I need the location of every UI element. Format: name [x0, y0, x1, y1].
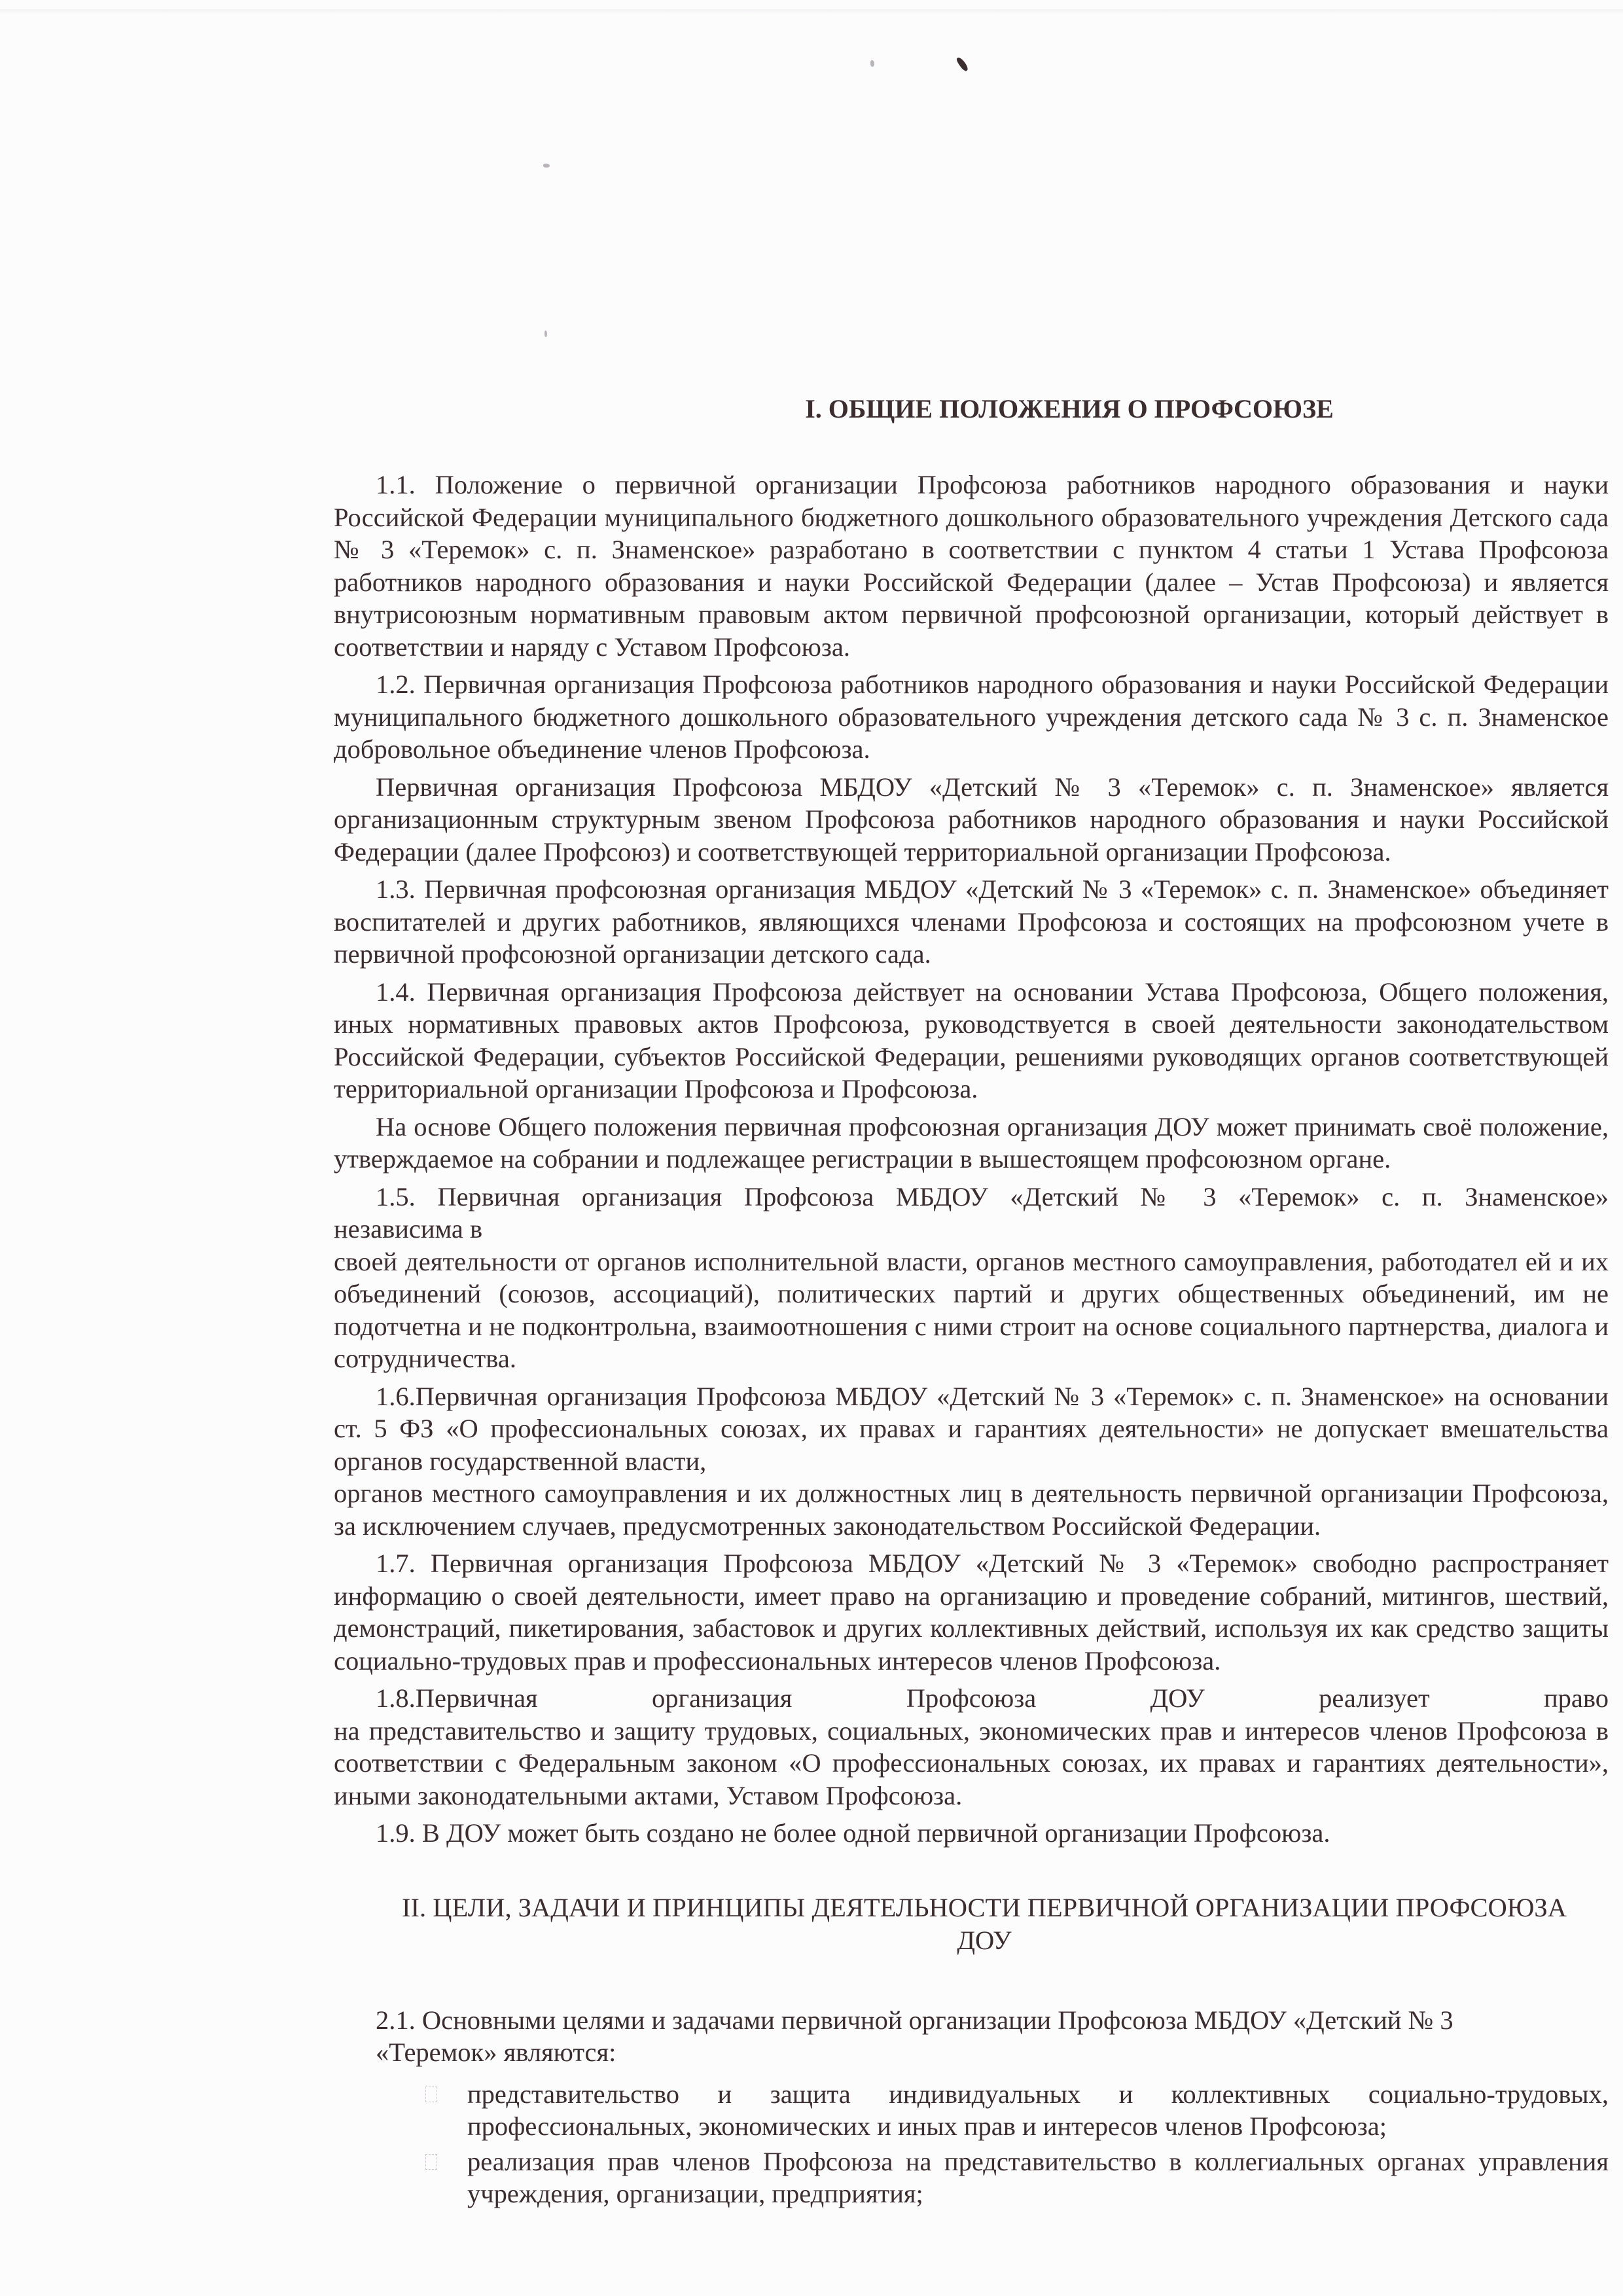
paragraph-1-4-continued: На основе Общего положения первичная профсоюзная организация ДОУ может принимать своё положение, утверждаемое на собрании и подлежащее регистрации в вышестоящем профсоюзном органе. [334, 1111, 1609, 1174]
section-2-heading-line-2: ДОУ [957, 1925, 1012, 1955]
paragraph-1-5-line-1: 1.5. Первичная организация Профсоюза МБДОУ «Детский № 3 «Теремок» с. п. Знаменское» [376, 1181, 1609, 1211]
paragraph-1-7: 1.7. Первичная организация Профсоюза МБДОУ «Детский № 3 «Теремок» свободно распространяет информацию о своей деятельности, имеет право на организацию и проведение собраний, митингов, шествий, демонстраций, пикетирования, забастовок и других коллективных действий, используя их как средство защиты социально-трудовых прав и профессиональных интересов членов Профсоюза. [334, 1549, 1609, 1676]
paragraph-1-9: 1.9. В ДОУ может быть создано не более одной первичной организации Профсоюза. [376, 1818, 1330, 1848]
goals-list-item [334, 2145, 1609, 2210]
paragraph-1-2-continued: Первичная организация Профсоюза МБДОУ «Детский № 3 «Теремок» с. п. Знаменское» является организационным структурным звеном Профсоюза работников народного образования и науки Российской Федерации (далее Профсоюз) и соответствующей территориальной организации Профсоюза. [334, 772, 1609, 867]
paragraph-1-5-line-2: независима в [334, 1214, 483, 1244]
paragraph-2-1-line-2: «Теремок» являются: [376, 2037, 616, 2067]
section-2-heading-line-1: II. ЦЕЛИ, ЗАДАЧИ И ПРИНЦИПЫ ДЕЯТЕЛЬНОСТИ ПЕРВИЧНОЙ ОРГАНИЗАЦИИ ПРОФСОЮЗА [402, 1892, 1567, 1922]
scan-edge [0, 9, 1623, 13]
document-page [334, 393, 1609, 2213]
scan-speck [543, 164, 550, 168]
paragraph-1-2: 1.2. Первичная организация Профсоюза работников народного образования и науки Российской Федерации муниципального бюджетного дошкольного образовательного учреждения детского сада № 3 с. п. Знаменское добровольное объединение членов Профсоюза. [334, 670, 1609, 764]
scan-speck [544, 331, 547, 337]
paragraph-1-4: 1.4. Первичная организация Профсоюза действует на основании Устава Профсоюза, Общего положения, иных нормативных правовых актов Профсоюза, руководствуется в своей деятельности законодательством Российской Федерации, субъектов Российской Федерации, решениями руководящих органов соответствующей территориальной организации Профсоюза и Профсоюза. [334, 977, 1609, 1103]
paragraph-1-5-continued: своей деятельности от органов исполнительной власти, органов местного самоуправления, работодател ей и их объединений (союзов, ассоциаций), политических партий и других общественных объединений, им не подотчетна и не подконтрольна, взаимоотношения с ними строит на основе социального партнерства, диалога и сотрудничества. [334, 1246, 1609, 1373]
paragraph-1-6-continued: органов местного самоуправления и их должностных лиц в деятельность первичной организации Профсоюза, за исключением случаев, предусмотренных законодательством Российской Федерации. [334, 1479, 1609, 1541]
section-1-heading: I. ОБЩИЕ ПОЛОЖЕНИЯ О ПРОФСОЮЗЕ [805, 394, 1334, 423]
goals-list-item-text: представительство и защита индивидуальных и коллективных социально-трудовых, профессиональных, экономических и иных прав и интересов членов Профсоюза; [467, 2079, 1609, 2141]
paragraph-2-1 [334, 2004, 1609, 2069]
paragraph-1-8 [334, 1682, 1609, 1715]
paragraph-1-8-line-1: 1.8.Первичная организация Профсоюза ДОУ реализует право [376, 1683, 1609, 1713]
missing-glyph-box-icon [425, 2087, 437, 2102]
paragraph-1-3: 1.3. Первичная профсоюзная организация МБДОУ «Детский № 3 «Теремок» с. п. Знаменское» объединяет воспитателей и других работников, являющихся членами Профсоюза и состоящих на профсоюзном учете в первичной профсоюзной организации детского сада. [334, 874, 1609, 969]
paragraph-1-8-continued: на представительство и защиту трудовых, социальных, экономических прав и интересов членов Профсоюза в соответствии с Федеральным законом «О профессиональных союзах, их правах и гарантиях деятельности», иными законодательными актами, Уставом Профсоюза. [334, 1715, 1609, 1810]
scan-speck [870, 60, 874, 67]
missing-glyph-box-icon [425, 2154, 437, 2170]
section-2-heading [334, 1892, 1609, 1957]
paragraph-1-1: 1.1. Положение о первичной организации Профсоюза работников народного образования и науки Российской Федерации муниципального бюджетного дошкольного образовательного учреждения Детского сада № 3 «Теремок» с. п. Знаменское» разработано в соответствии с пунктом 4 статьи 1 Устава Профсоюза работников народного образования и науки Российской Федерации (далее – Устав Профсоюза) и является внутрисоюзным нормативным правовым актом первичной профсоюзной организации, который действует в соответствии и наряду с Уставом Профсоюза. [334, 470, 1609, 662]
paragraph-1-6: 1.6.Первичная организация Профсоюза МБДОУ «Детский № 3 «Теремок» с. п. Знаменское» на основании ст. 5 ФЗ «О профессиональных союзах, их правах и гарантиях деятельности» не допускает вмешательства органов государственной власти, [334, 1381, 1609, 1476]
goals-list-item [334, 2078, 1609, 2143]
paragraph-2-1-line-1: 2.1. Основными целями и задачами первичной организации Профсоюза МБДОУ «Детский № 3 [376, 2005, 1454, 2035]
scan-speck [955, 56, 969, 73]
goals-list-item-text: реализация прав членов Профсоюза на представительство в коллегиальных органах управления учреждения, организации, предприятия; [467, 2146, 1609, 2208]
paragraph-1-5 [334, 1181, 1609, 1246]
goals-list [334, 2078, 1609, 2210]
